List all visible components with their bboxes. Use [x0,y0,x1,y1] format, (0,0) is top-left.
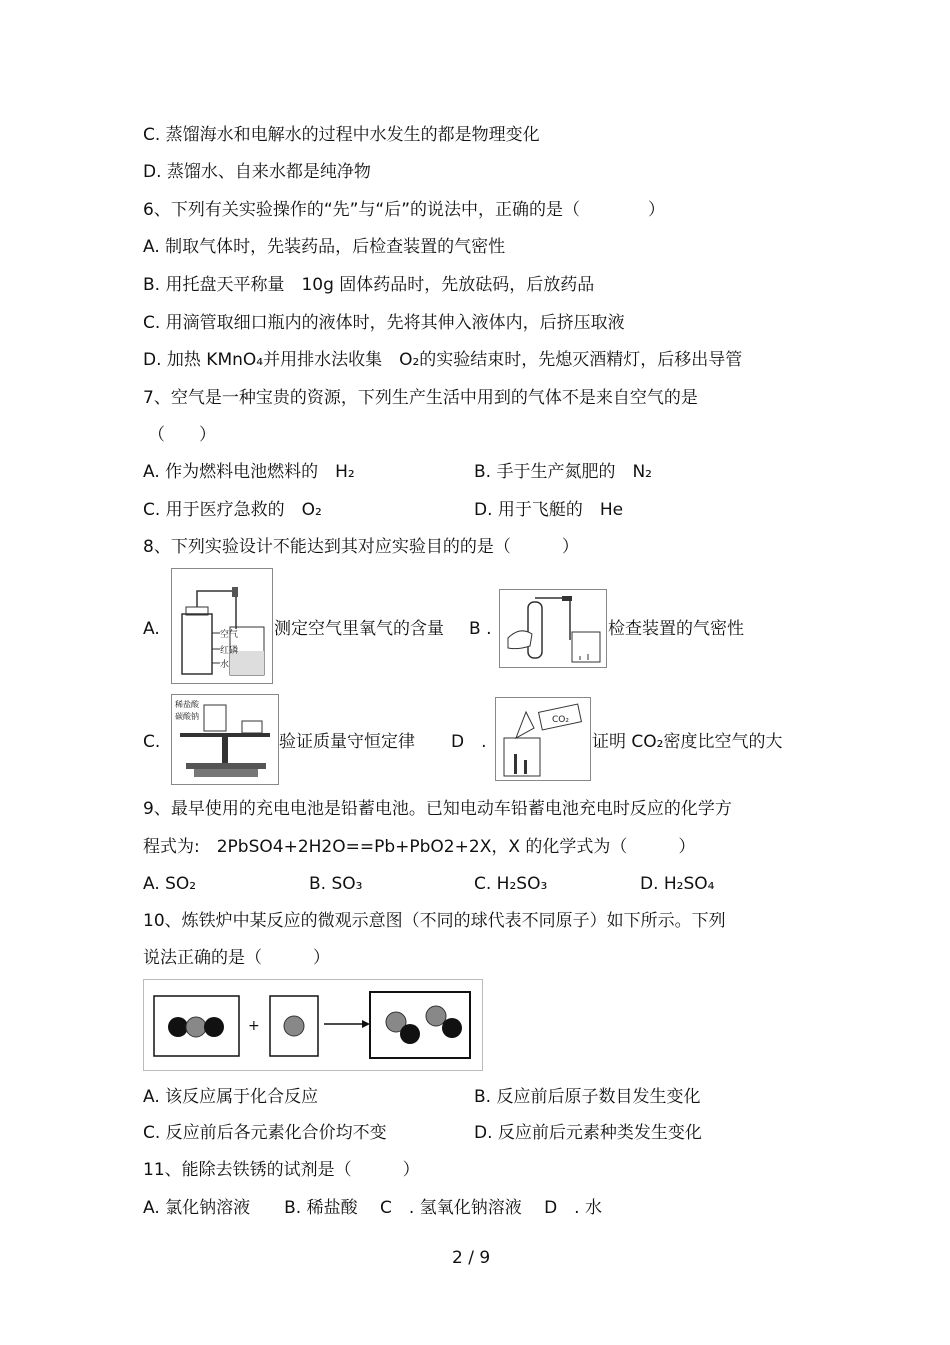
option-label: D . [451,732,487,752]
option-label: A. [143,619,160,639]
svg-text:碳酸钠: 碳酸钠 [175,712,199,721]
option: C. 反应前后各元素化合价均不变 [143,1123,387,1143]
label-air: 空气 [220,630,239,640]
question-9: 9、最早使用的充电电池是铅蓄电池。已知电动车铅蓄电池充电时反应的化学方 [143,799,732,819]
plus-sign: + [248,1018,260,1034]
option: A. 制取气体时，先装药品，后检查装置的气密性 [143,237,506,257]
option: D. 用于飞艇的 He [474,500,624,520]
option: C. 用滴管取细口瓶内的液体时，先将其伸入液体内，后挤压取液 [143,313,625,333]
line: D. 蒸馏水、自来水都是纯净物 [143,162,371,182]
question-10-cont: 说法正确的是（ ） [143,948,330,968]
option: B. 反应前后原子数目发生变化 [474,1087,701,1107]
option: B. 手于生产氮肥的 N₂ [474,462,653,482]
option-text: 证明 CO₂密度比空气的大 [592,732,783,752]
option-text: 验证质量守恒定律 [279,732,415,752]
option: D. 反应前后元素种类发生变化 [474,1123,702,1143]
options: A. 氯化钠溶液 B. 稀盐酸 C . 氢氧化钠溶液 D . 水 [143,1198,602,1218]
reaction-diagram [143,979,483,1071]
option-text: 检查装置的气密性 [608,619,744,639]
option: C. H₂SO₃ [474,874,548,894]
option: A. SO₂ [143,874,197,894]
option-label: B . [469,619,492,639]
label-red-phosphorus: 红磷 [220,646,239,656]
option: B. SO₃ [309,874,363,894]
option: D. H₂SO₄ [640,874,715,894]
option: A. 该反应属于化合反应 [143,1087,319,1107]
co2-label: CO₂ [552,715,569,725]
option-label: C. [143,732,161,752]
question-6: 6、下列有关实验操作的“先”与“后”的说法中，正确的是（ ） [143,200,666,220]
oxygen-measure-figure [171,568,273,684]
question-11: 11、能除去铁锈的试剂是（ ） [143,1160,420,1180]
label-reagents: 稀盐酸 [175,700,199,709]
airtightness-figure [499,589,607,668]
line: C. 蒸馏海水和电解水的过程中水发生的都是物理变化 [143,125,540,145]
label-water: 水 [220,660,230,670]
question-10: 10、炼铁炉中某反应的微观示意图（不同的球代表不同原子）如下所示。下列 [143,911,726,931]
question-7: 7、空气是一种宝贵的资源，下列生产生活中用到的气体不是来自空气的是 [143,388,698,408]
option-text: 测定空气里氧气的含量 [274,619,444,639]
option: C. 用于医疗急救的 O₂ [143,500,322,520]
mass-conservation-figure [171,694,279,785]
question-9-cont: 程式为: 2PbSO4+2H2O==Pb+PbO2+2X，X 的化学式为（ ） [143,837,696,857]
page-number: 2 / 9 [452,1248,491,1268]
question-8: 8、下列实验设计不能达到其对应实验目的的是（ ） [143,537,579,557]
option: D. 加热 KMnO₄并用排水法收集 O₂的实验结束时，先熄灭酒精灯，后移出导管 [143,350,743,370]
co2-density-figure [495,697,591,781]
option: A. 作为燃料电池燃料的 H₂ [143,462,355,482]
question-7-paren: （ ） [148,425,216,445]
option: B. 用托盘天平称量 10g 固体药品时，先放砝码，后放药品 [143,275,595,295]
